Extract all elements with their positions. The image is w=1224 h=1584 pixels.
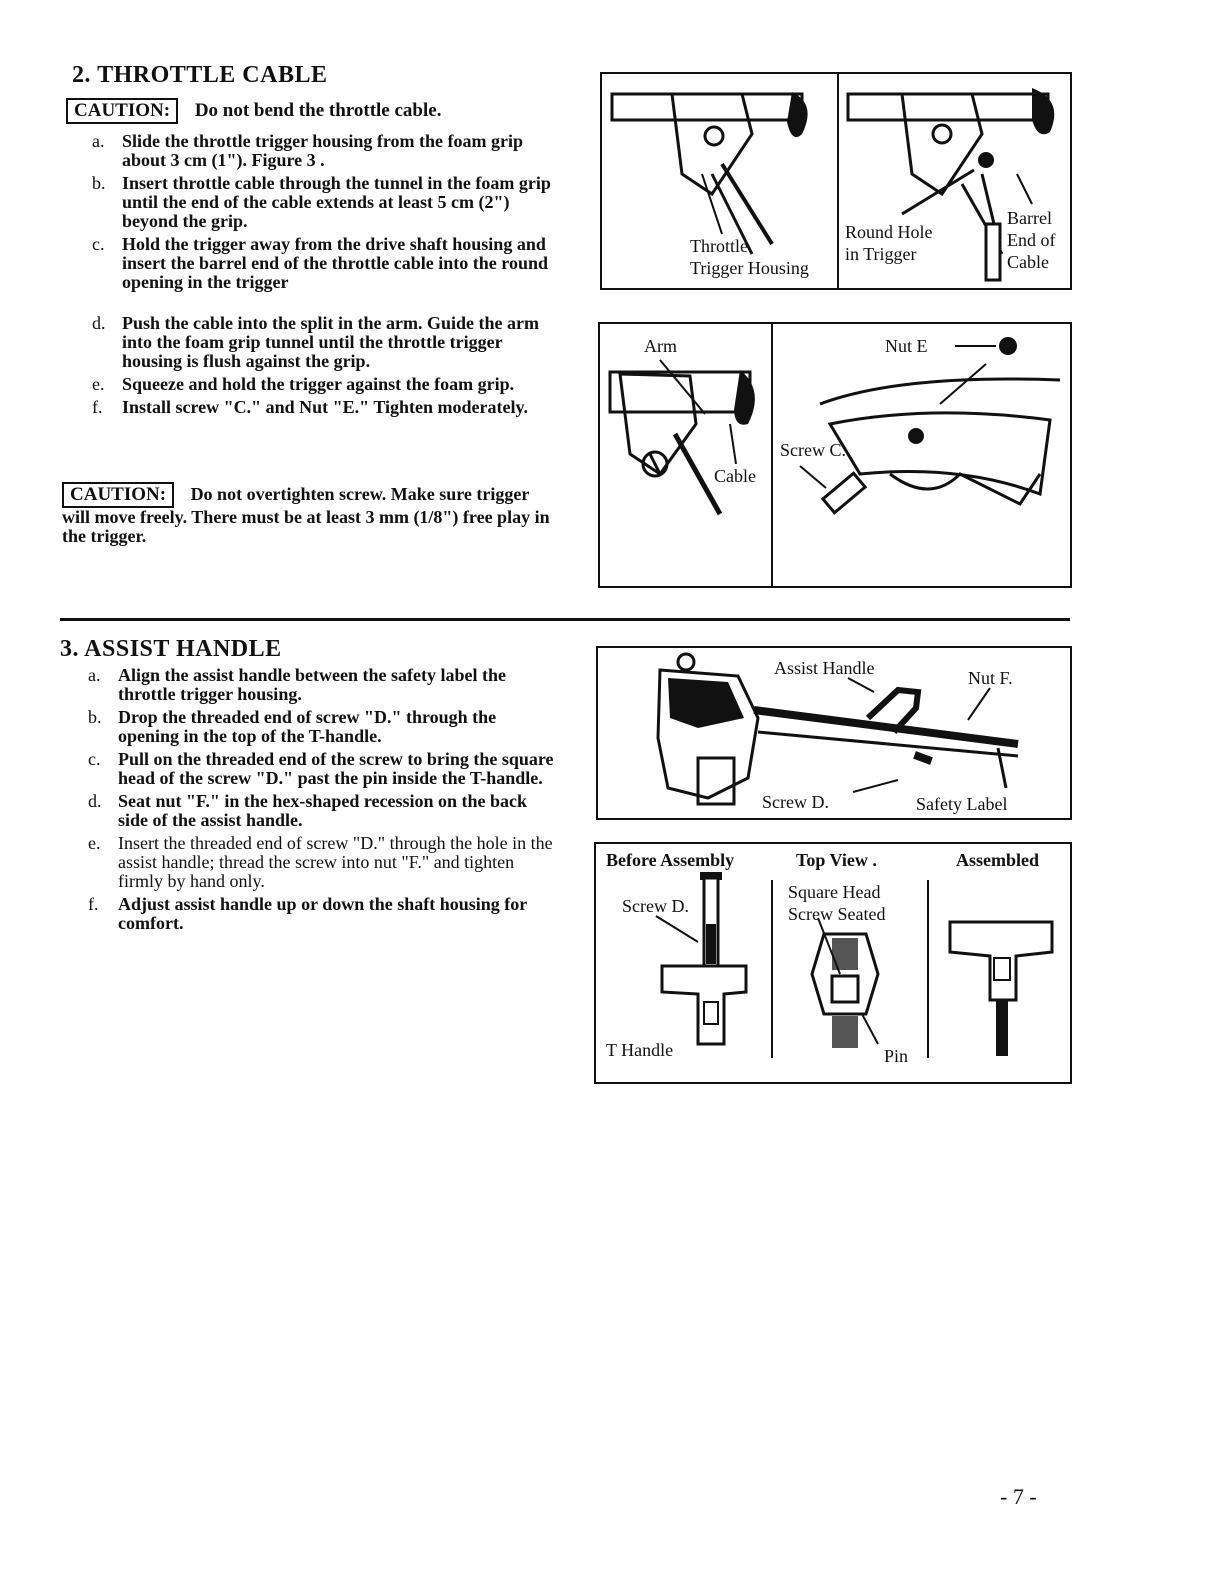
figure-throttle-trigger — [600, 72, 1072, 290]
label-square-head: Square Head — [788, 882, 881, 902]
caution-block-2 — [62, 482, 560, 546]
label-nut-e: Nut E — [885, 336, 928, 356]
figure-arm-screw — [598, 322, 1072, 588]
label-barrel: Barrel — [1007, 208, 1052, 228]
section-3-steps — [88, 666, 556, 937]
step-e: e. Squeeze and hold the trigger against the foam grip. — [92, 374, 515, 394]
label-t-handle: T Handle — [606, 1040, 674, 1060]
label-end-of: End of — [1007, 230, 1056, 250]
step-c: c. Hold the trigger away from the drive shaft housing and insert the barrel end of the throttle cable into the round opening in the trigger — [92, 234, 548, 292]
label-nut-f: Nut F. — [968, 668, 1013, 688]
throttle-trigger-illustration — [602, 74, 1070, 288]
assist-step-e: e. Insert the threaded end of screw "D." through the hole in the assist handle; thread the screw into nut "F." and tighten firmly by hand only. — [88, 833, 553, 891]
label-in-trigger: in Trigger — [845, 244, 917, 264]
caution-text: Do not bend the throttle cable. — [194, 100, 442, 121]
assist-step-a: a. Align the assist handle between the safety label the throttle trigger housing. — [88, 665, 506, 704]
figure-assembly — [594, 842, 1072, 1084]
label-cable-mid: Cable — [714, 466, 756, 486]
label-screw-c: Screw C. — [780, 440, 846, 460]
section-2-steps — [92, 132, 560, 421]
label-screw-d: Screw D. — [762, 792, 829, 812]
label-top-view: Top View . — [796, 850, 877, 870]
assist-step-b: b. Drop the threaded end of screw "D." through the opening in the top of the T-handle. — [88, 707, 497, 746]
label-pin: Pin — [884, 1046, 909, 1066]
label-screw-seated: Screw Seated — [788, 904, 886, 924]
label-assembled: Assembled — [956, 850, 1040, 870]
step-b: b. Insert throttle cable through the tunnel in the foam grip until the end of the cable extends at least 5 cm (2") beyond the grip. — [92, 173, 551, 231]
label-trigger-housing: Trigger Housing — [690, 258, 809, 278]
caution-tag-2: CAUTION: — [62, 482, 174, 508]
label-round-hole: Round Hole — [845, 222, 933, 242]
caution-tag: CAUTION: — [66, 98, 178, 124]
step-a: a. Slide the throttle trigger housing from the foam grip about 3 cm (1"). Figure 3 . — [92, 131, 523, 170]
label-safety-label: Safety Label — [916, 794, 1008, 814]
caution-text-2: Do not overtighten screw. Make sure trigger will move freely. There must be at least 3 mm (1/8") free play in the trigger. — [62, 484, 550, 546]
section-2-title: 2. THROTTLE CABLE — [72, 62, 328, 88]
section-3-title: 3. ASSIST HANDLE — [60, 636, 282, 662]
assist-step-f: f. Adjust assist handle up or down the shaft housing for comfort. — [88, 894, 527, 933]
page-number: - 7 - — [1000, 1484, 1037, 1509]
label-before-assembly: Before Assembly — [606, 850, 735, 870]
label-cable: Cable — [1007, 252, 1049, 272]
label-throttle: Throttle — [690, 236, 748, 256]
section-divider — [60, 618, 1070, 621]
figure-assist-handle — [596, 646, 1072, 820]
label-arm: Arm — [644, 336, 677, 356]
label-assist-handle: Assist Handle — [774, 658, 875, 678]
assist-step-c: c. Pull on the threaded end of the screw to bring the square head of the screw "D." past the pin inside the T-handle. — [88, 749, 554, 788]
caution-line-1 — [66, 98, 441, 124]
step-f: f. Install screw "C." and Nut "E." Tighten moderately. — [92, 397, 529, 417]
label-screw-d-assembly: Screw D. — [622, 896, 689, 916]
assist-step-d: d. Seat nut "F." in the hex-shaped recession on the back side of the assist handle. — [88, 791, 528, 830]
step-d: d. Push the cable into the split in the arm. Guide the arm into the foam grip tunnel until the throttle trigger housing is flush against the grip. — [92, 313, 539, 371]
